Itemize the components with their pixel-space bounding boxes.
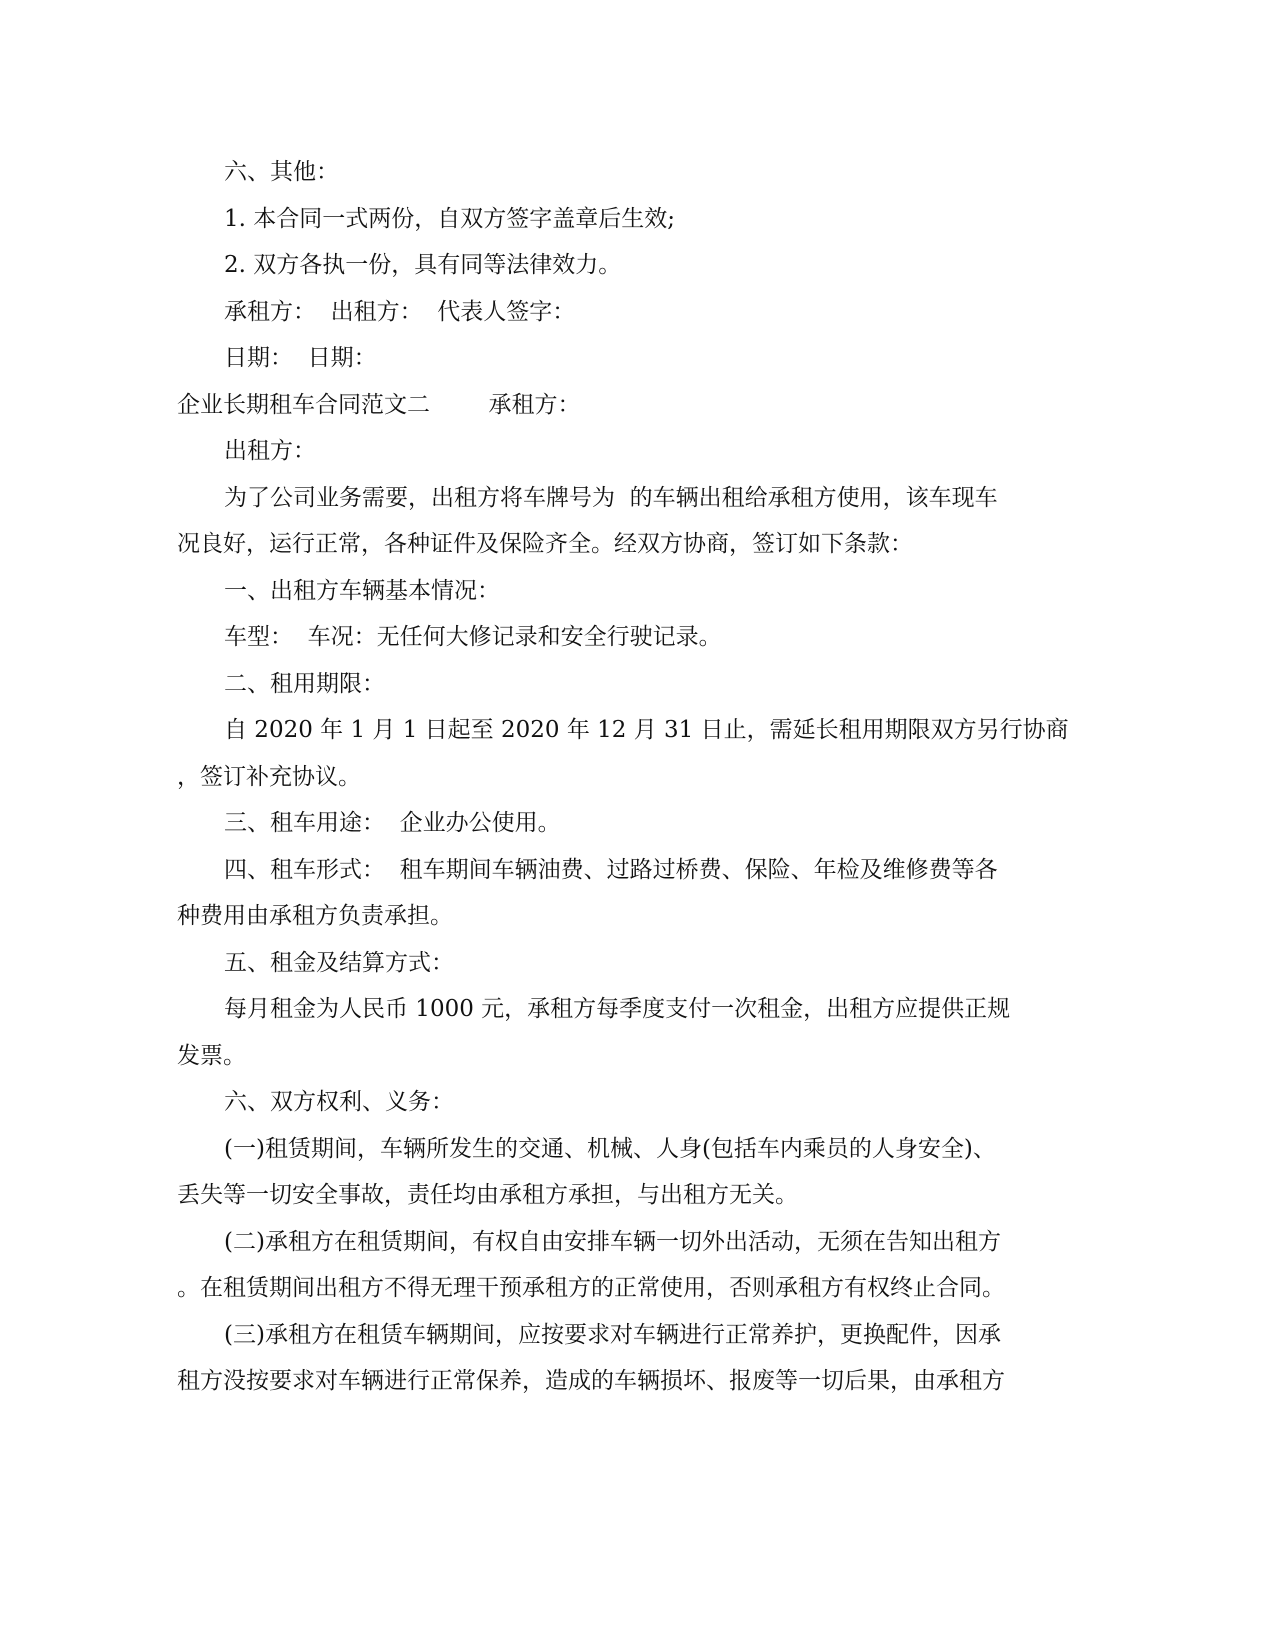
intro-paragraph-line-1: 为了公司业务需要，出租方将车牌号为 的车辆出租给承租方使用，该车现车 bbox=[224, 485, 998, 511]
rent-line-2: 发票。 bbox=[177, 1043, 246, 1069]
section-six-heading: 六、其他： bbox=[224, 159, 339, 185]
term-line-2: ，签订补充协议。 bbox=[177, 764, 361, 790]
clause-2: 2. 双方各执一份，具有同等法律效力。 bbox=[224, 252, 622, 278]
section-one-heading: 一、出租方车辆基本情况： bbox=[224, 578, 500, 604]
lessor-label: 出租方： bbox=[224, 438, 316, 464]
right-3-line-2: 租方没按要求对车辆进行正常保养，造成的车辆损坏、报废等一切后果，由承租方 bbox=[177, 1368, 1005, 1394]
section-six-rights-heading: 六、双方权利、义务： bbox=[224, 1089, 454, 1115]
section-five-heading: 五、租金及结算方式： bbox=[224, 950, 454, 976]
intro-paragraph-line-2: 况良好，运行正常，各种证件及保险齐全。经双方协商，签订如下条款： bbox=[177, 531, 913, 557]
term-line-1: 自 2020 年 1 月 1 日起至 2020 年 12 月 31 日止，需延长租用期限双方另行协商 bbox=[224, 717, 1069, 743]
date-line: 日期： 日期： bbox=[224, 345, 377, 371]
right-1-line-1: (一)租赁期间，车辆所发生的交通、机械、人身(包括车内乘员的人身安全)、 bbox=[224, 1136, 996, 1162]
section-four-line-1: 四、租车形式： 租车期间车辆油费、过路过桥费、保险、年检及维修费等各 bbox=[224, 857, 998, 883]
clause-1: 1. 本合同一式两份，自双方签字盖章后生效; bbox=[224, 206, 676, 232]
rent-line-1: 每月租金为人民币 1000 元，承租方每季度支付一次租金，出租方应提供正规 bbox=[224, 996, 1011, 1022]
vehicle-info-line: 车型： 车况：无任何大修记录和安全行驶记录。 bbox=[224, 624, 722, 650]
right-2-line-2: 。在租赁期间出租方不得无理干预承租方的正常使用，否则承租方有权终止合同。 bbox=[177, 1275, 1005, 1301]
section-three-line: 三、租车用途： 企业办公使用。 bbox=[224, 810, 561, 836]
signature-line: 承租方： 出租方： 代表人签字： bbox=[224, 299, 576, 325]
document-title: 企业长期租车合同范文二 承租方： bbox=[177, 392, 581, 418]
section-two-heading: 二、租用期限： bbox=[224, 671, 385, 697]
right-1-line-2: 丢失等一切安全事故，责任均由承租方承担，与出租方无关。 bbox=[177, 1182, 798, 1208]
section-four-line-2: 种费用由承租方负责承担。 bbox=[177, 903, 453, 929]
right-3-line-1: (三)承租方在租赁车辆期间，应按要求对车辆进行正常养护，更换配件，因承 bbox=[224, 1322, 1001, 1348]
right-2-line-1: (二)承租方在租赁期间，有权自由安排车辆一切外出活动，无须在告知出租方 bbox=[224, 1229, 1001, 1255]
